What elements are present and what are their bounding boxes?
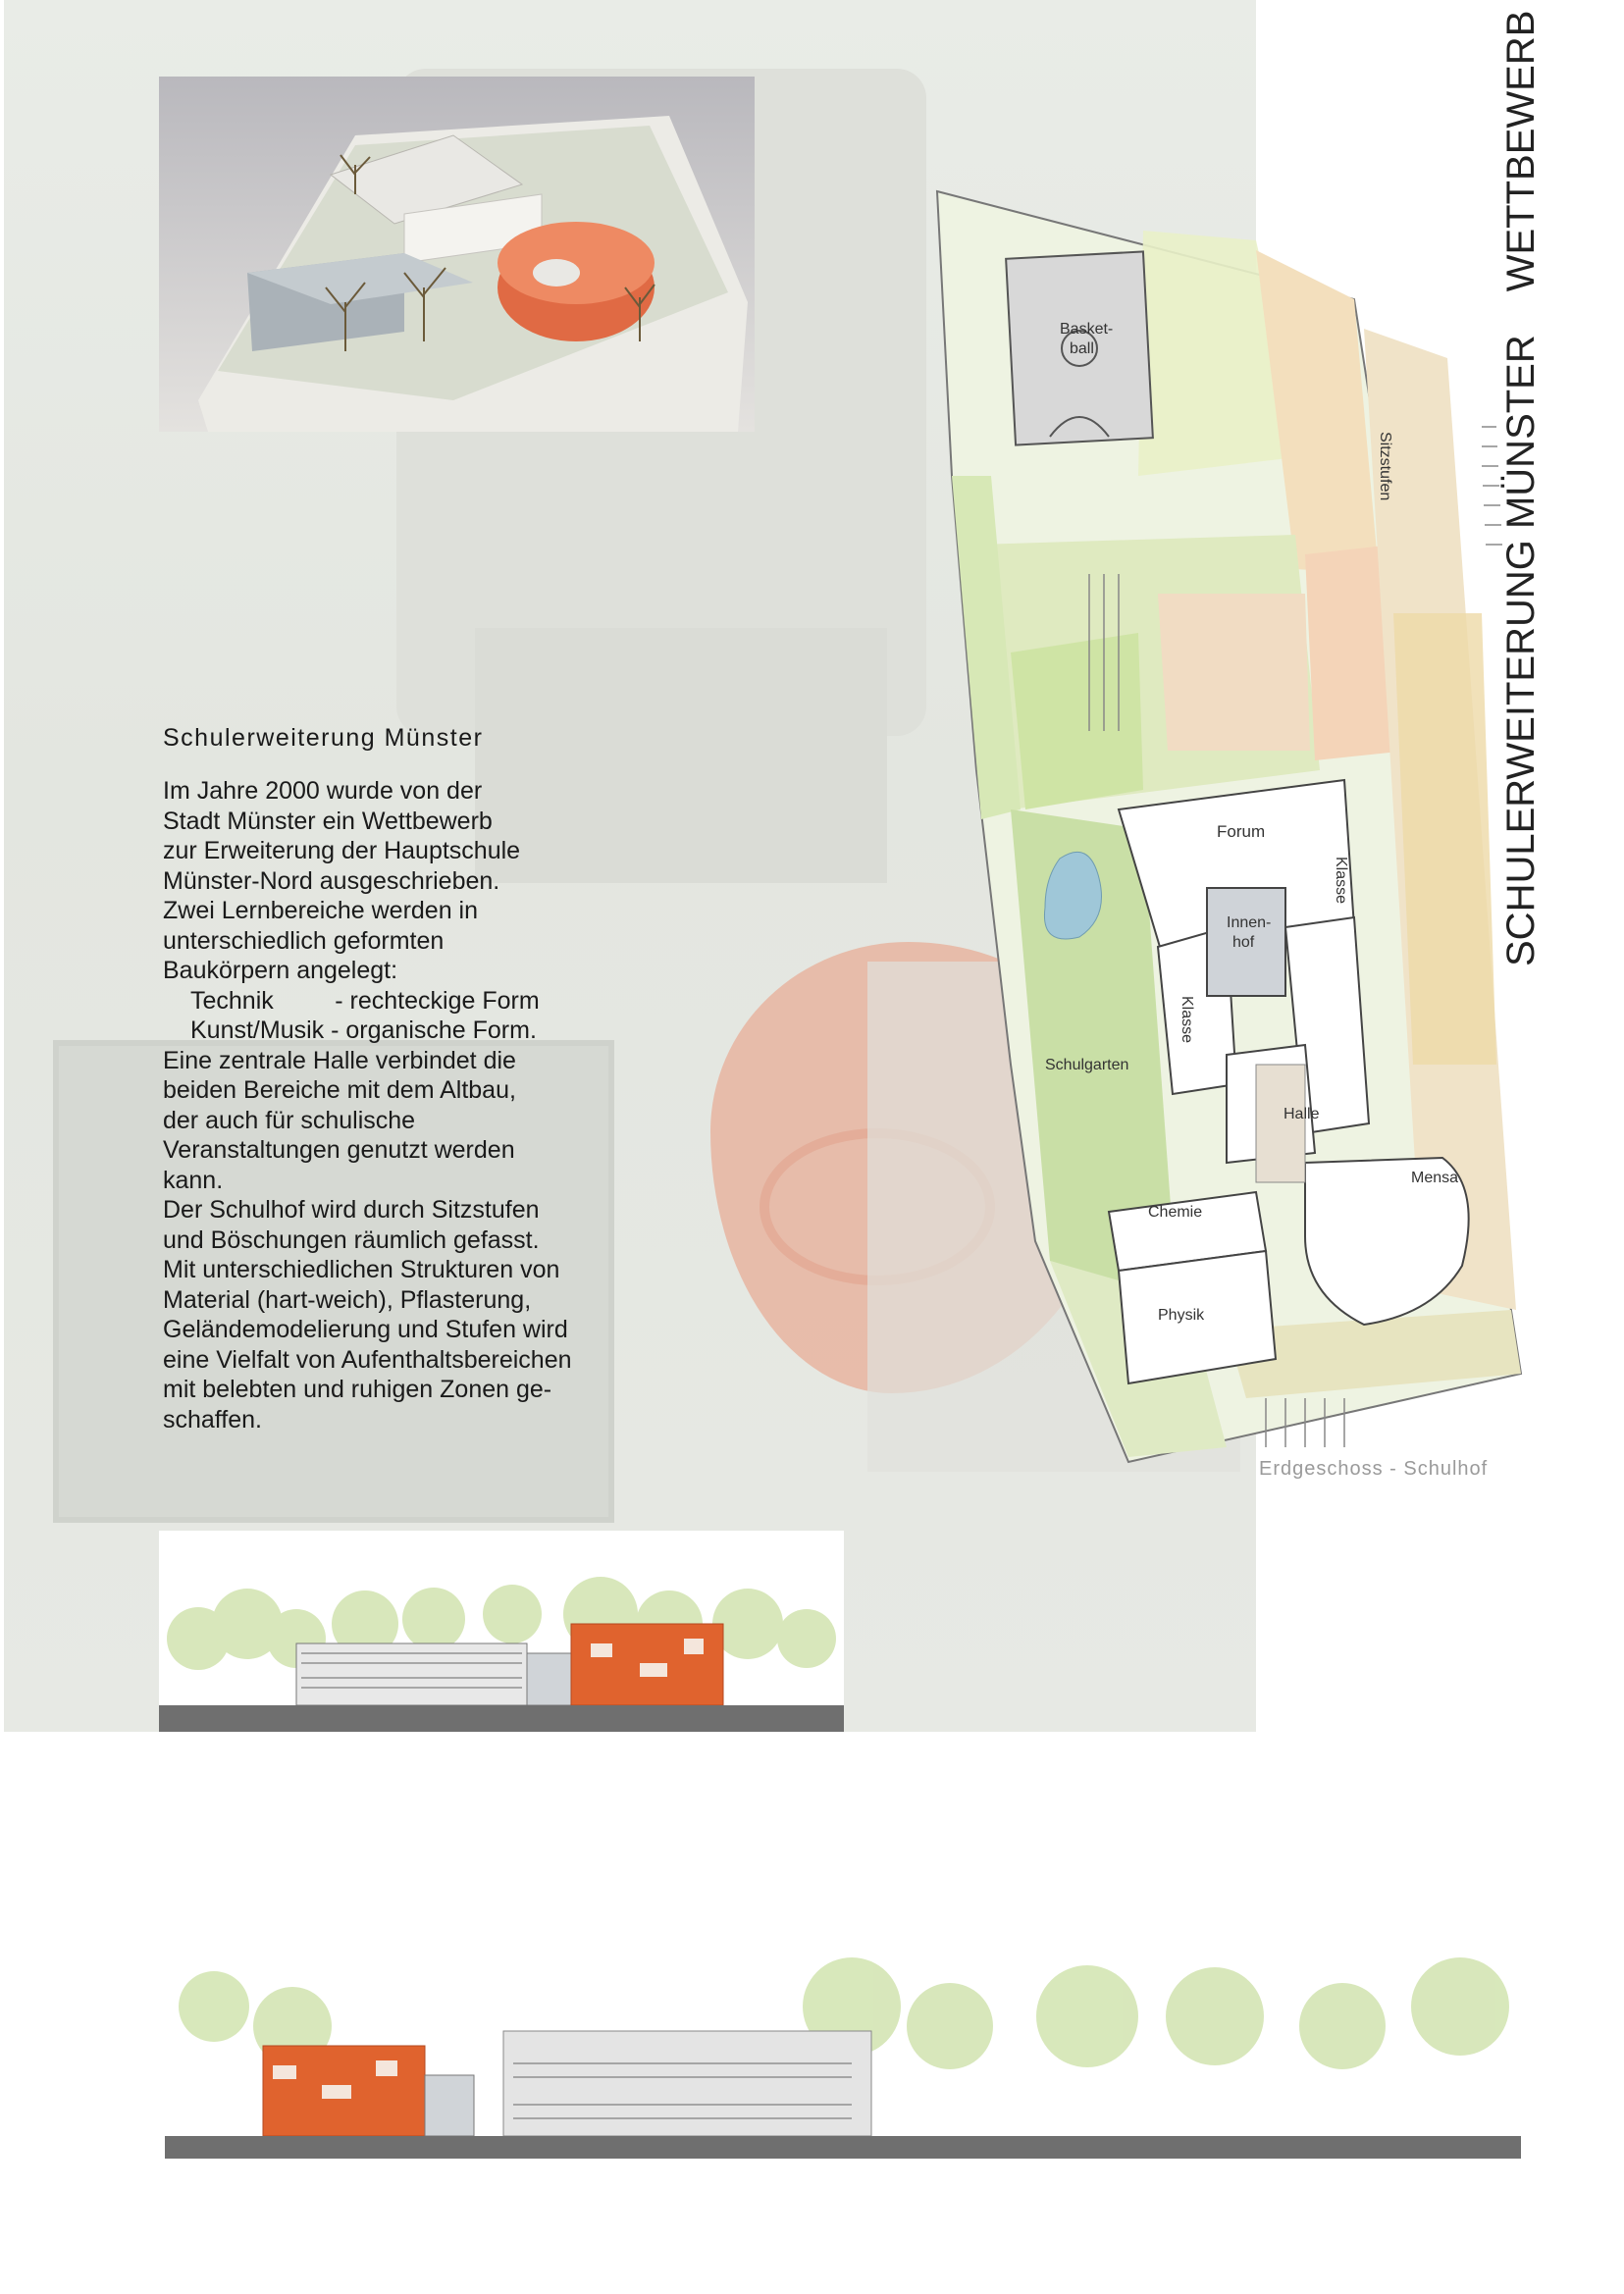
intro-line: beiden Bereiche mit dem Altbau,: [163, 1076, 516, 1104]
intro-line: Zwei Lernbereiche werden in: [163, 897, 479, 924]
intro-line: schaffen.: [163, 1405, 263, 1434]
intro-line: Im Jahre 2000 wurde von der: [163, 777, 483, 805]
label-chemie: Chemie: [1148, 1204, 1203, 1221]
intro-line: Veranstaltungen genutzt werden: [163, 1136, 515, 1164]
label-innenhof-1: Innen-: [1227, 914, 1272, 931]
label-mensa: Mensa: [1411, 1170, 1459, 1186]
label-sitzstufen: Sitzstufen: [1377, 432, 1393, 501]
intro-line: Eine zentrale Halle verbindet die: [163, 1046, 516, 1074]
intro-line: Mit unterschiedlichen Strukturen von: [163, 1256, 560, 1283]
label-basketball-2: ball: [1070, 340, 1094, 357]
intro-text: [163, 724, 732, 1434]
label-physik: Physik: [1158, 1307, 1205, 1324]
label-basketball-1: Basket-: [1060, 321, 1114, 338]
label-klasse-right: Klasse: [1333, 857, 1349, 905]
intro-line: zur Erweiterung der Hauptschule: [163, 837, 521, 864]
plan-caption: Erdgeschoss - Schulhof: [1259, 1458, 1489, 1480]
intro-line: mit belebten und ruhigen Zonen ge-: [163, 1376, 552, 1403]
intro-line: Stadt Münster ein Wettbewerb: [163, 807, 493, 835]
intro-line: eine Vielfalt von Aufenthaltsbereichen: [163, 1345, 572, 1374]
label-halle: Halle: [1283, 1106, 1320, 1122]
label-forum: Forum: [1217, 822, 1266, 841]
intro-line: Geländemodelierung und Stufen wird: [163, 1316, 568, 1343]
label-klasse-left: Klasse: [1179, 996, 1195, 1044]
label-schulgarten: Schulgarten: [1045, 1057, 1129, 1073]
elevation-south: [165, 1948, 1521, 2159]
intro-line: Baukörpern angelegt:: [163, 957, 398, 984]
intro-line: Technik - rechteckige Form: [190, 986, 540, 1015]
site-plan: [932, 182, 1536, 1491]
intro-line: Material (hart-weich), Pflasterung,: [163, 1285, 532, 1314]
model-photo: [159, 77, 755, 432]
elevation-north: [159, 1531, 844, 1732]
intro-line: Der Schulhof wird durch Sitzstufen: [163, 1196, 540, 1224]
intro-line: kann.: [163, 1166, 224, 1194]
intro-heading: Schulerweiterung Münster: [163, 724, 484, 752]
side-title-main: SCHULERWEITERUNG MÜNSTER: [1499, 335, 1543, 966]
intro-line: der auch für schulische: [163, 1106, 416, 1134]
side-title-sub: WETTBEWERB: [1499, 10, 1543, 292]
intro-line: und Böschungen räumlich gefasst.: [163, 1225, 540, 1254]
intro-line: Kunst/Musik - organische Form.: [190, 1017, 537, 1044]
intro-line: unterschiedlich geformten: [163, 926, 445, 955]
label-innenhof-2: hof: [1232, 934, 1255, 951]
intro-line: Münster-Nord ausgeschrieben.: [163, 866, 500, 895]
